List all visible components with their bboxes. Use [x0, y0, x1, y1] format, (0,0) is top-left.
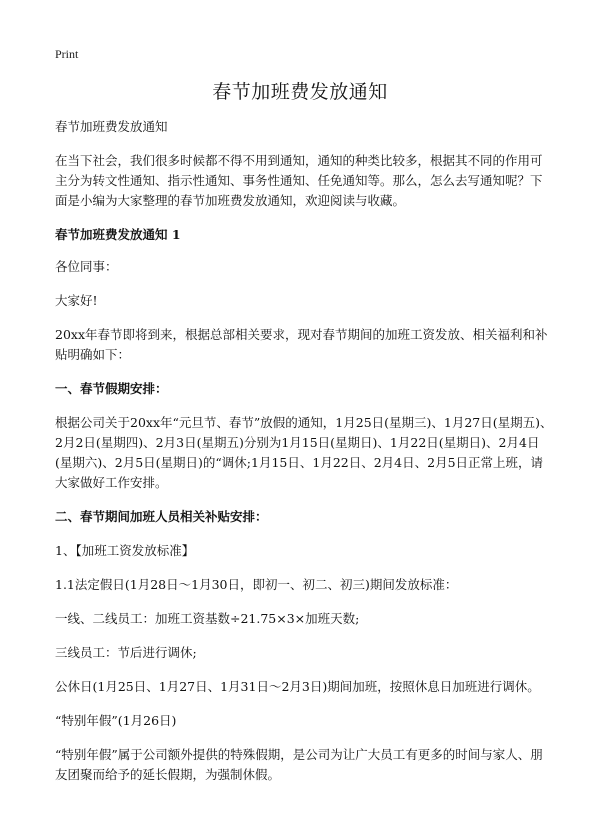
rest-day-paragraph: 公休日(1月25日、1月27日、1月31日～2月3日)期间加班，按照休息日加班进行调休。 — [55, 679, 540, 694]
heading-allowance: 二、春节期间加班人员相关补贴安排： — [55, 509, 268, 524]
opening-paragraph: 20xx年春节即将到来，根据总部相关要求，现对春节期间的加班工资发放、相关福利和补贴明确如下： — [55, 327, 548, 362]
intro-paragraph: 在当下社会，我们很多时候都不得不用到通知，通知的种类比较多，根据其不同的作用可主分为转文性通知、指示性通知、事务性通知、任免通知等。那么，怎么去写通知呢？下面是小编为大家整理的春节加班费发放通知，欢迎阅读与收藏。 — [55, 153, 543, 208]
document-body — [55, 117, 553, 785]
special-leave-heading: “特别年假”(1月26日) — [55, 713, 177, 728]
item-1-1: 1.1法定假日(1月28日～1月30日，即初一、初二、初三)期间发放标准： — [55, 577, 458, 592]
document-subtitle: 春节加班费发放通知 — [55, 119, 168, 134]
special-leave-paragraph: “特别年假”属于公司额外提供的特殊假期，是公司为让广大员工有更多的时间与家人、朋友团聚而给予的延长假期，为强制休假。 — [55, 747, 543, 782]
line-staff-paragraph: 一线、二线员工：加班工资基数÷21.75×3×加班天数; — [55, 611, 360, 626]
item-heading: 1、【加班工资发放标准】 — [55, 543, 195, 558]
salutation: 各位同事： — [55, 259, 118, 274]
greeting: 大家好! — [55, 293, 98, 308]
heading-holiday: 一、春节假期安排： — [55, 381, 168, 396]
print-link[interactable]: Print — [55, 47, 79, 61]
page-title: 春节加班费发放通知 — [212, 81, 388, 103]
section-heading: 春节加班费发放通知 1 — [55, 227, 181, 242]
third-line-staff-paragraph: 三线员工：节后进行调休; — [55, 645, 197, 660]
holiday-paragraph: 根据公司关于20xx年“元旦节、春节”放假的通知，1月25日(星期三)、1月27日(星期五)、2月2日(星期四)、2月3日(星期五)分别为1月15日(星期日)、1月22日(星期日)、2月4日(星期六)、2月5日(星期日)的“调休;1月15日、1月22日、2月4日、2月5日正常上班，请大家做好工作安排。 — [55, 415, 553, 490]
